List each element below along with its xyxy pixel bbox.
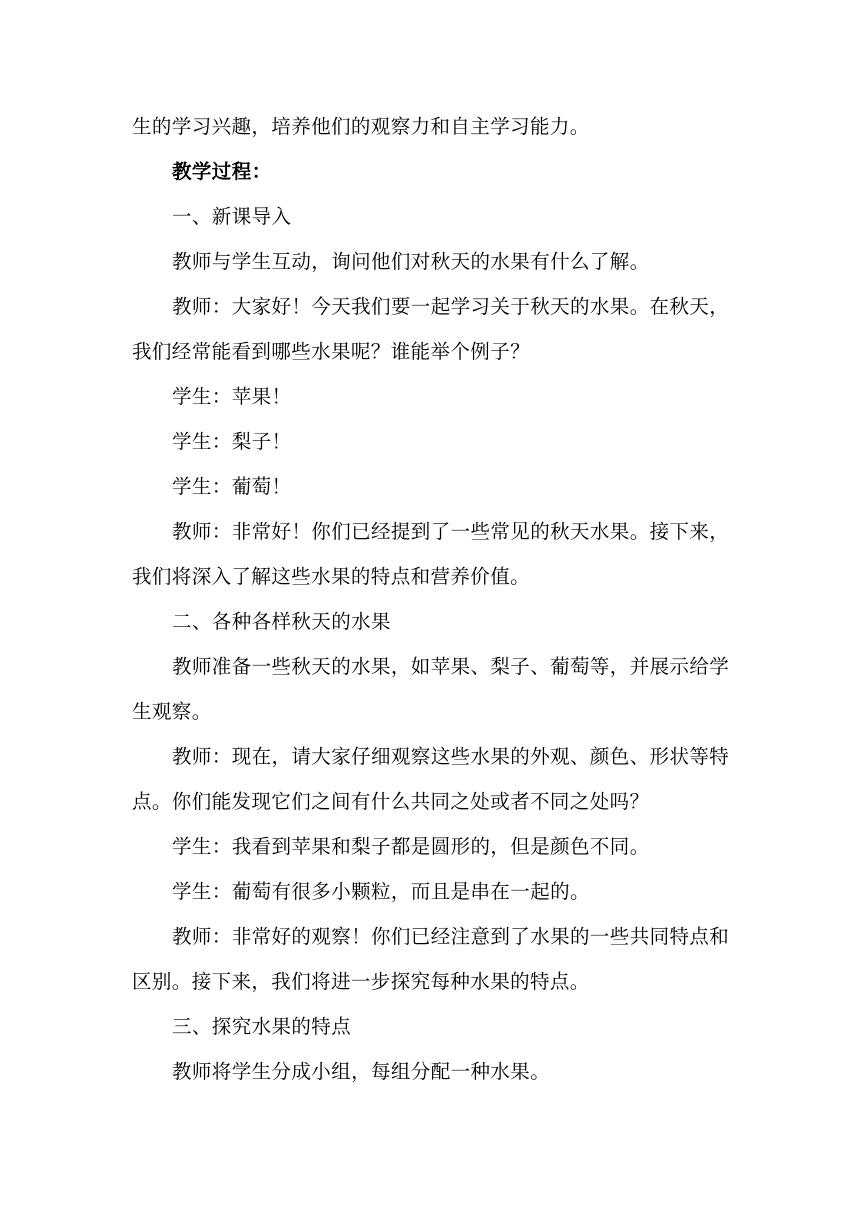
dialogue-teacher	[132, 734, 738, 824]
dialogue-teacher	[132, 284, 738, 374]
paragraph	[132, 644, 738, 734]
section-heading-teaching-process: 教学过程：	[172, 160, 272, 183]
paragraph-line: 生观察。	[132, 700, 212, 723]
dialogue-line: 我们经常能看到哪些水果呢？谁能举个例子？	[132, 340, 531, 363]
dialogue-line: 教师：非常好！你们已经提到了一些常见的秋天水果。接下来，	[172, 520, 730, 543]
subheading-new-lesson-intro: 一、新课导入	[172, 205, 292, 228]
dialogue-line: 区别。接下来，我们将进一步探究每种水果的特点。	[132, 970, 590, 993]
dialogue-student: 学生：苹果！	[172, 385, 292, 408]
paragraph-intro-continuation: 生的学习兴趣，培养他们的观察力和自主学习能力。	[132, 115, 590, 138]
paragraph: 教师与学生互动，询问他们对秋天的水果有什么了解。	[172, 250, 650, 273]
dialogue-student: 学生：葡萄！	[172, 475, 292, 498]
subheading-explore-fruit-features: 三、探究水果的特点	[172, 1015, 352, 1038]
dialogue-line: 我们将深入了解这些水果的特点和营养价值。	[132, 565, 531, 588]
dialogue-student: 学生：我看到苹果和梨子都是圆形的，但是颜色不同。	[172, 835, 650, 858]
document-body	[132, 104, 738, 1094]
dialogue-line: 教师：大家好！今天我们要一起学习关于秋天的水果。在秋天，	[172, 295, 730, 318]
dialogue-line: 点。你们能发现它们之间有什么共同之处或者不同之处吗？	[132, 790, 650, 813]
dialogue-line: 教师：非常好的观察！你们已经注意到了水果的一些共同特点和	[172, 925, 730, 948]
paragraph: 教师将学生分成小组，每组分配一种水果。	[172, 1060, 551, 1083]
dialogue-teacher	[132, 914, 738, 1004]
dialogue-student: 学生：葡萄有很多小颗粒，而且是串在一起的。	[172, 880, 590, 903]
subheading-autumn-fruits: 二、各种各样秋天的水果	[172, 610, 391, 633]
dialogue-line: 教师：现在，请大家仔细观察这些水果的外观、颜色、形状等特	[172, 745, 730, 768]
dialogue-student: 学生：梨子！	[172, 430, 292, 453]
paragraph-line: 教师准备一些秋天的水果，如苹果、梨子、葡萄等，并展示给学	[172, 655, 730, 678]
dialogue-teacher	[132, 509, 738, 599]
